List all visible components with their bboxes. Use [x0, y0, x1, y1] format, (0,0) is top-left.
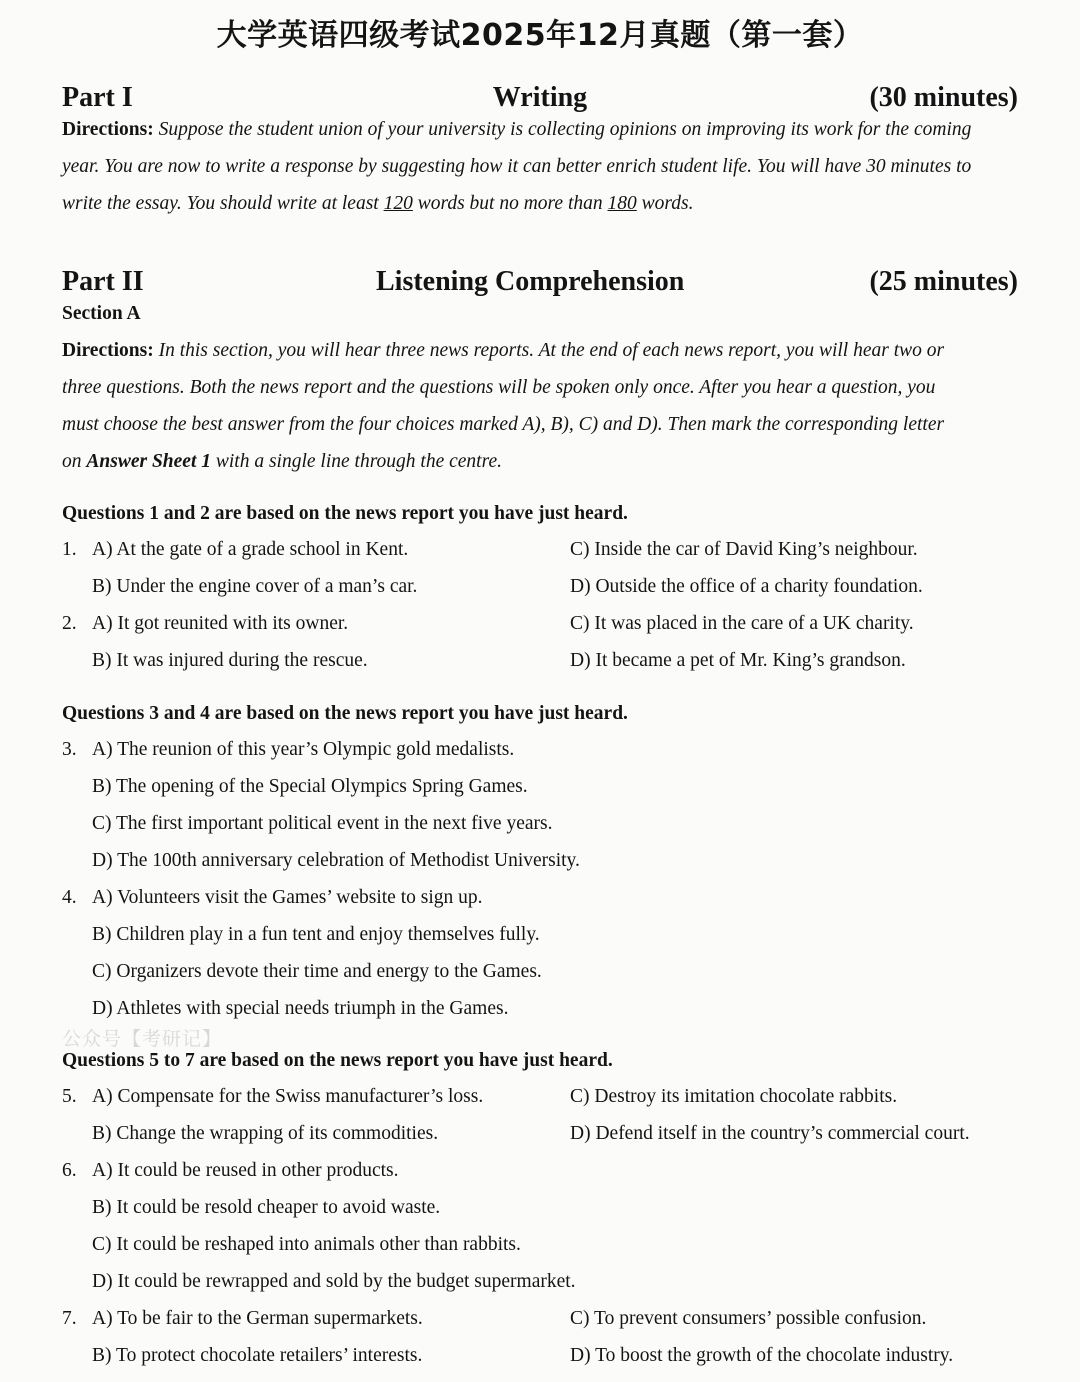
question-number: 5. — [62, 1086, 77, 1107]
option-d: D) Defend itself in the country’s commercial court. — [570, 1123, 970, 1144]
option-a: A) To be fair to the German supermarkets. — [92, 1308, 423, 1329]
section-a-heading: Section A — [62, 303, 141, 324]
watermark: 公众号【考研记】 — [62, 1028, 223, 1050]
part1-label: Part I — [62, 82, 133, 113]
option-b: B) Change the wrapping of its commodities. — [92, 1123, 439, 1144]
option-b: B) It was injured during the rescue. — [92, 650, 368, 671]
part1-directions-line-1 — [62, 119, 971, 141]
question-group-header: Questions 5 to 7 are based on the news report you have just heard. — [62, 1050, 613, 1071]
option-c: C) It could be reshaped into animals other than rabbits. — [92, 1234, 521, 1255]
question-group-header: Questions 3 and 4 are based on the news report you have just heard. — [62, 703, 628, 724]
part2-directions-line-4 — [62, 451, 502, 473]
option-a: A) It could be reused in other products. — [92, 1160, 399, 1181]
directions-text: must choose the best answer from the four choices marked A), B), C) and D). Then mark the corresponding letter — [62, 414, 945, 435]
question-number: 2. — [62, 613, 77, 634]
part2-name: Listening Comprehension — [376, 266, 685, 297]
exam-title: 大学英语四级考试2025年12月真题（第一套） — [216, 18, 864, 53]
option-c: C) Inside the car of David King’s neighbour. — [570, 539, 918, 560]
option-c: C) Organizers devote their time and energy to the Games. — [92, 961, 542, 982]
part2-directions-line-3 — [62, 414, 944, 436]
part2-directions-line-1 — [62, 340, 944, 362]
question-number: 4. — [62, 887, 77, 908]
option-b: B) To protect chocolate retailers’ interests. — [92, 1345, 423, 1366]
directions-text: year. You are now to write a response by suggesting how it can better enrich student life. You will have 30 minutes to — [62, 156, 972, 177]
option-d: D) Outside the office of a charity foundation. — [570, 576, 923, 597]
option-d: D) The 100th anniversary celebration of Methodist University. — [92, 850, 580, 871]
directions-text: Suppose the student union of your university is collecting opinions on improving its work for the coming — [158, 119, 972, 140]
question-number: 1. — [62, 539, 77, 560]
part2-time: (25 minutes) — [869, 266, 1018, 297]
answer-sheet-ref: Answer Sheet 1 — [86, 451, 211, 472]
option-c: C) Destroy its imitation chocolate rabbits. — [570, 1086, 898, 1107]
option-d: D) It could be rewrapped and sold by the budget supermarket. — [92, 1271, 576, 1292]
option-c: C) It was placed in the care of a UK charity. — [570, 613, 914, 634]
part1-name: Writing — [492, 82, 588, 113]
directions-text: words. — [636, 193, 694, 214]
directions-text: write the essay. You should write at least — [62, 193, 384, 214]
part1-directions-line-2 — [62, 156, 971, 178]
question-number: 3. — [62, 739, 77, 760]
option-c: C) The first important political event in the next five years. — [92, 813, 553, 834]
part2-directions-line-2 — [62, 377, 935, 399]
directions-text: three questions. Both the news report and the questions will be spoken only once. After you hear a question, you — [62, 377, 936, 398]
option-b: B) Children play in a fun tent and enjoy themselves fully. — [92, 924, 540, 945]
max-words: 180 — [607, 193, 637, 214]
question-number: 6. — [62, 1160, 77, 1181]
part1-time: (30 minutes) — [869, 82, 1018, 113]
option-a: A) It got reunited with its owner. — [92, 613, 349, 634]
option-d: D) To boost the growth of the chocolate industry. — [570, 1345, 954, 1366]
option-a: A) Compensate for the Swiss manufacturer’s loss. — [92, 1086, 484, 1107]
directions-label: Directions: — [62, 119, 154, 140]
question-group-header: Questions 1 and 2 are based on the news report you have just heard. — [62, 503, 628, 524]
question-number: 7. — [62, 1308, 77, 1329]
directions-text: words but no more than — [412, 193, 608, 214]
option-b: B) Under the engine cover of a man’s car. — [92, 576, 418, 597]
option-b: B) The opening of the Special Olympics Spring Games. — [92, 776, 528, 797]
option-a: A) Volunteers visit the Games’ website to sign up. — [92, 887, 483, 908]
part1-directions-line-3 — [62, 193, 693, 215]
option-c: C) To prevent consumers’ possible confusion. — [570, 1308, 927, 1329]
directions-text: with a single line through the centre. — [210, 451, 502, 472]
directions-text: on — [62, 451, 87, 472]
part2-label: Part II — [62, 266, 144, 297]
option-a: A) The reunion of this year’s Olympic gold medalists. — [92, 739, 515, 760]
min-words: 120 — [383, 193, 413, 214]
option-d: D) It became a pet of Mr. King’s grandson. — [570, 650, 906, 671]
directions-label: Directions: — [62, 340, 154, 361]
option-a: A) At the gate of a grade school in Kent. — [92, 539, 409, 560]
option-b: B) It could be resold cheaper to avoid waste. — [92, 1197, 441, 1218]
directions-text: In this section, you will hear three news reports. At the end of each news report, you will hear two or — [158, 340, 945, 361]
option-d: D) Athletes with special needs triumph in the Games. — [92, 998, 509, 1019]
